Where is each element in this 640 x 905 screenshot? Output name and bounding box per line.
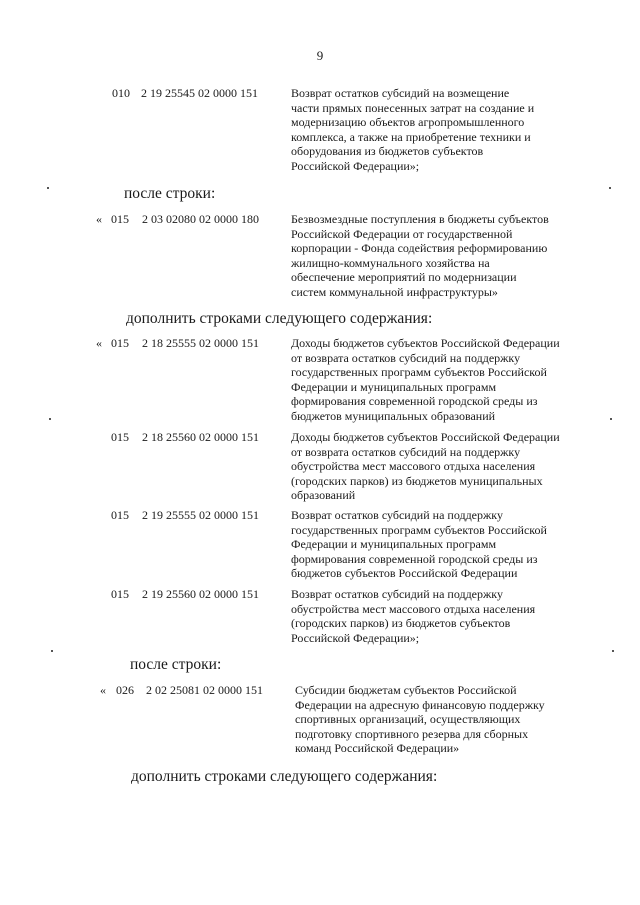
budget-classification-code: 2 19 25555 02 0000 151 <box>142 508 259 522</box>
description-line: комплекса, а также на приобретение техники и <box>291 129 531 144</box>
description-line: спортивных организаций, осуществляющих <box>295 712 521 726</box>
description-line: Российской Федерации от государственной <box>291 226 513 241</box>
entry-description <box>291 508 581 581</box>
instruction-add-lines: дополнить строками следующего содержания: <box>126 310 433 327</box>
instruction-after-line: после строки: <box>124 185 216 202</box>
budget-classification-code: 2 18 25560 02 0000 151 <box>142 430 259 444</box>
description-line: Безвозмездные поступления в бюджеты субъектов <box>291 212 549 226</box>
description-line: жилищно-коммунального хозяйства на <box>291 255 490 270</box>
admin-code: 026 <box>116 683 134 697</box>
budget-classification-code: 2 03 02080 02 0000 180 <box>142 212 259 226</box>
description-line: обустройства мест массового отдыха населения <box>291 601 536 616</box>
description-line: Возврат остатков субсидий на поддержку <box>291 587 503 601</box>
description-line: подготовку спортивного резерва для сборных <box>295 726 529 741</box>
entry-description <box>291 86 581 173</box>
budget-classification-code: 2 19 25545 02 0000 151 <box>141 86 258 100</box>
description-line: команд Российской Федерации» <box>295 741 460 755</box>
description-line: Субсидии бюджетам субъектов Российской <box>295 683 517 697</box>
admin-code: 015 <box>111 508 129 522</box>
opening-quote: « <box>96 212 102 226</box>
page-number: 9 <box>316 48 324 63</box>
description-line: Возврат остатков субсидий на поддержку <box>291 508 503 522</box>
description-line: государственных программ субъектов Российской <box>291 522 547 537</box>
scan-speck <box>49 418 51 420</box>
description-line: Российской Федерации»; <box>291 630 420 645</box>
entry-description <box>291 336 581 423</box>
admin-code: 010 <box>112 86 130 100</box>
budget-classification-code: 2 19 25560 02 0000 151 <box>142 587 259 601</box>
admin-code: 015 <box>111 587 129 601</box>
description-line: Доходы бюджетов субъектов Российской Федерации <box>291 336 560 350</box>
description-line: корпорации - Фонда содействия реформированию <box>291 241 548 255</box>
entry-description <box>295 683 585 756</box>
admin-code: 015 <box>111 336 129 350</box>
opening-quote: « <box>100 683 106 697</box>
description-line: систем коммунальной инфраструктуры» <box>291 284 498 299</box>
opening-quote: « <box>96 336 102 350</box>
entry-description <box>291 430 581 503</box>
description-line: (городских парков) из бюджетов муниципальных <box>291 473 543 488</box>
description-line: обустройства мест массового отдыха населения <box>291 459 536 473</box>
admin-code: 015 <box>111 430 129 444</box>
description-line: (городских парков) из бюджетов субъектов <box>291 616 511 630</box>
description-line: бюджетов субъектов Российской Федерации <box>291 566 518 580</box>
instruction-add-lines: дополнить строками следующего содержания: <box>131 768 438 785</box>
description-line: Федерации и муниципальных программ <box>291 379 497 394</box>
description-line: обеспечение мероприятий по модернизации <box>291 270 517 284</box>
description-line: Федерации на адресную финансовую поддержку <box>295 697 545 712</box>
description-line: образований <box>291 488 356 502</box>
description-line: государственных программ субъектов Российской <box>291 365 547 379</box>
scan-speck <box>612 650 614 652</box>
description-line: модернизацию объектов агропромышленного <box>291 115 525 129</box>
description-line: части прямых понесенных затрат на создание и <box>291 100 535 115</box>
scan-speck <box>51 650 53 652</box>
description-line: Возврат остатков субсидий на возмещение <box>291 86 510 100</box>
description-line: Доходы бюджетов субъектов Российской Федерации <box>291 430 560 444</box>
description-line: бюджетов муниципальных образований <box>291 408 496 423</box>
budget-classification-code: 2 18 25555 02 0000 151 <box>142 336 259 350</box>
scan-speck <box>610 418 612 420</box>
budget-classification-code: 2 02 25081 02 0000 151 <box>146 683 263 697</box>
entry-description <box>291 212 581 299</box>
description-line: оборудования из бюджетов субъектов <box>291 144 484 158</box>
scan-speck <box>609 187 611 189</box>
scan-speck <box>47 187 49 189</box>
admin-code: 015 <box>111 212 129 226</box>
entry-description <box>291 587 581 645</box>
instruction-after-line: после строки: <box>130 656 222 673</box>
description-line: формирования современной городской среды из <box>291 551 538 566</box>
description-line: формирования современной городской среды из <box>291 394 538 408</box>
description-line: от возврата остатков субсидий на поддержку <box>291 350 521 365</box>
description-line: Российской Федерации»; <box>291 158 420 173</box>
description-line: Федерации и муниципальных программ <box>291 537 497 551</box>
description-line: от возврата остатков субсидий на поддержку <box>291 444 521 459</box>
